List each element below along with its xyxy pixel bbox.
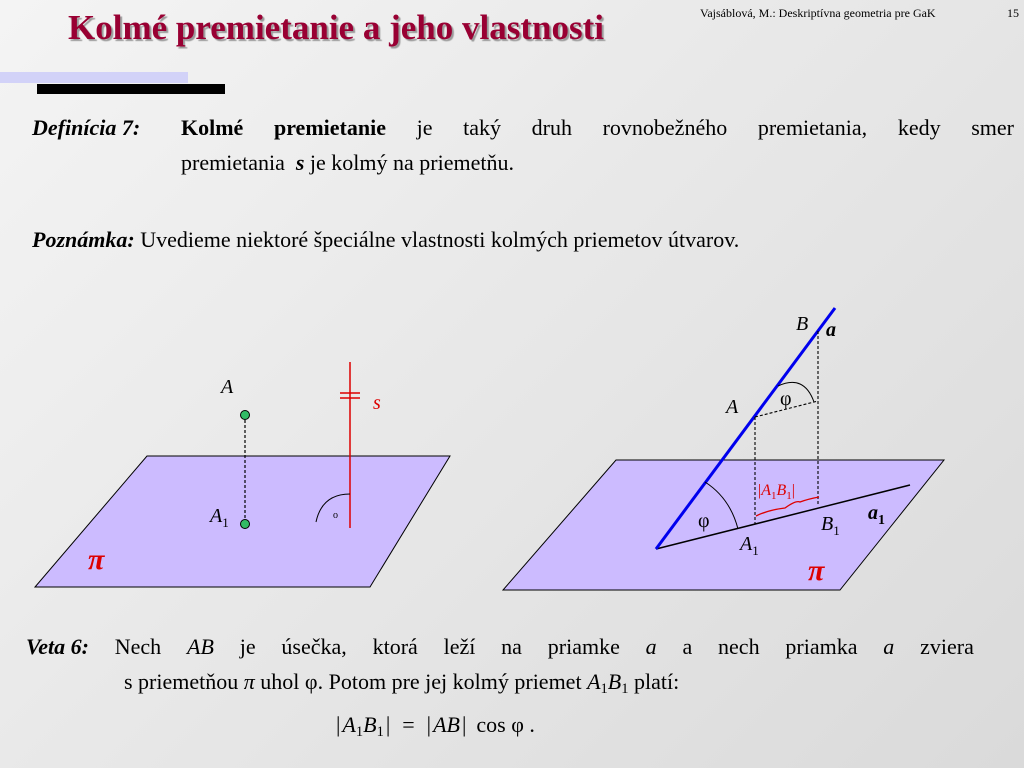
right-label-a: a bbox=[826, 319, 836, 341]
right-plane-label-pi: π bbox=[808, 554, 825, 587]
theorem-word: ktorá bbox=[372, 634, 418, 659]
figure-left bbox=[35, 362, 450, 587]
theorem-word: a bbox=[883, 634, 895, 659]
theorem-pi: π bbox=[243, 669, 255, 694]
theorem-A: A bbox=[587, 669, 601, 694]
point-A bbox=[241, 411, 250, 420]
right-angle-top: φ bbox=[780, 388, 792, 410]
formula-bar: | bbox=[385, 712, 391, 738]
theorem-sub: 1 bbox=[621, 681, 629, 698]
theorem-word: zviera bbox=[920, 634, 974, 659]
figure-right bbox=[503, 308, 944, 590]
theorem-block bbox=[26, 629, 974, 750]
theorem-label: Veta 6: bbox=[26, 634, 89, 659]
segment-label-A1B1: $|A_1B_1|$ bbox=[758, 482, 795, 502]
definition-line2b: je kolmý na priemetňu. bbox=[304, 150, 514, 175]
formula-bar: | bbox=[426, 712, 432, 738]
theorem-word: je bbox=[239, 634, 256, 659]
right-label-B: B bbox=[796, 313, 809, 335]
theorem-word: nech bbox=[718, 634, 760, 659]
left-plane-label-pi: π bbox=[88, 543, 105, 576]
definition-line1: je taký druh rovnobežného premietania, kedy smer bbox=[385, 115, 1014, 140]
note-text: Uvedieme niektoré špeciálne vlastnosti kolmých priemetov útvarov. bbox=[140, 227, 740, 252]
theorem-row2-text: uhol φ. Potom pre jej kolmý priemet bbox=[254, 669, 588, 694]
theorem-word: priamke bbox=[547, 634, 620, 659]
theorem-row2 bbox=[26, 664, 974, 707]
theorem-word: a bbox=[645, 634, 657, 659]
theorem-word: úsečka, bbox=[281, 634, 347, 659]
theorem-row2-text: platí: bbox=[628, 669, 680, 694]
formula-sub: 1 bbox=[376, 724, 384, 741]
right-angle-mark: o bbox=[333, 510, 338, 521]
theorem-word: priamka bbox=[785, 634, 858, 659]
right-label-B1: $B_1$ bbox=[821, 513, 840, 538]
right-label-A1: $A_1$ bbox=[740, 533, 759, 558]
formula-sub: 1 bbox=[355, 724, 364, 741]
theorem-word: a bbox=[682, 634, 693, 659]
header-reference: Vajsáblová, M.: Deskriptívna geometria pre GaK bbox=[700, 6, 936, 20]
point-A1 bbox=[241, 520, 250, 529]
formula-cos: cos φ . bbox=[476, 712, 535, 738]
theorem-formula bbox=[26, 707, 974, 750]
formula-equals: = bbox=[402, 712, 415, 738]
formula-AB: AB bbox=[433, 712, 460, 738]
definition-symbol-s: s bbox=[295, 150, 305, 175]
theorem-sub: 1 bbox=[600, 681, 608, 698]
definition-label: Definícia 7: bbox=[32, 115, 141, 140]
formula-A: A bbox=[342, 712, 356, 738]
definition-term: Kolmé premietanie bbox=[181, 115, 386, 140]
left-label-A1: $A_1$ bbox=[210, 505, 229, 530]
theorem-row2-text: s priemetňou bbox=[124, 669, 244, 694]
page-title: Kolmé premietanie a jeho vlastnosti bbox=[68, 8, 604, 47]
definition-line2a: premietania bbox=[181, 150, 285, 175]
right-angle-bottom: φ bbox=[698, 510, 710, 532]
theorem-word: AB bbox=[187, 634, 214, 659]
left-label-s: s bbox=[373, 392, 381, 414]
theorem-word: leží bbox=[443, 634, 476, 659]
right-label-a1: $a_1$ bbox=[868, 502, 885, 528]
formula-B: B bbox=[363, 712, 377, 738]
theorem-word: na bbox=[501, 634, 522, 659]
theorem-word: Nech bbox=[114, 634, 162, 659]
formula-bar: | bbox=[461, 712, 467, 738]
page-number: 15 bbox=[1007, 6, 1019, 20]
theorem-row1 bbox=[26, 629, 974, 664]
left-label-A: A bbox=[221, 376, 234, 398]
note-label: Poznámka: bbox=[32, 227, 135, 252]
theorem-B: B bbox=[607, 669, 622, 694]
formula-bar: | bbox=[336, 712, 341, 738]
right-label-A: A bbox=[726, 396, 739, 418]
